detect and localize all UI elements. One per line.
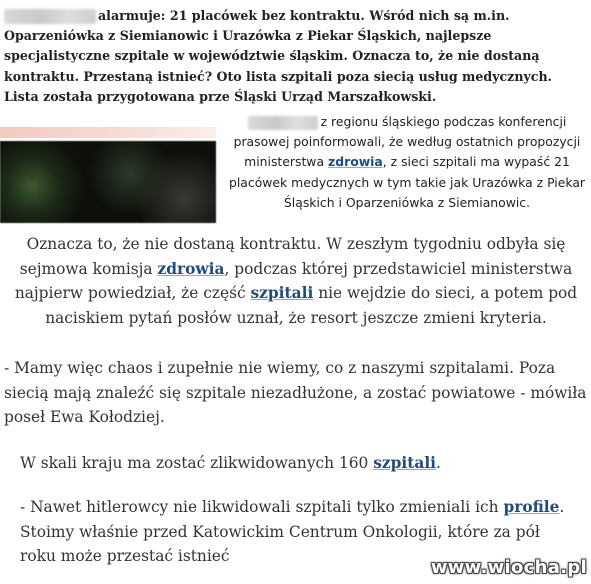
- paragraph-text: Oznacza to, że nie dostaną kontraktu. W zeszłym tygodniu odbyła się sejmowa komisja: [19, 235, 566, 278]
- watermark: www.wiocha.pl: [430, 557, 587, 578]
- link-szpitali[interactable]: szpitali: [250, 284, 314, 303]
- side-text-after: , z sieci szpitali ma wypaść 21 placówek medycznych w tym takie jak Urazówka z Piekar Śląskich i Oparzeniówka z Siemianowic.: [228, 154, 586, 210]
- redacted-text: [248, 116, 318, 130]
- redacted-text: [4, 9, 96, 24]
- paragraph-text: . Stoimy właśnie przed Katowickim Centrum Onkologii, które za pół roku może przestać istnieć: [20, 498, 565, 566]
- paragraph-text: , podczas której przedstawiciel ministerstwa najpierw powiedział, że część: [14, 259, 573, 303]
- paragraph-3: [20, 451, 580, 476]
- article-lead: [4, 6, 588, 107]
- photo-side-text: [226, 112, 588, 213]
- image-caption-strip: [0, 127, 216, 138]
- paragraph-text: .: [436, 454, 441, 472]
- paragraph-1: [4, 232, 588, 330]
- paragraph-text: W skali kraju ma zostać zlikwidowanych 160: [20, 454, 374, 472]
- paragraph-text: - Mamy więc chaos i zupełnie nie wiemy, co z naszymi szpitalami. Poza siecią mają znaleźć się szpitale niezadłużone, a zostać powiatowe - mówiła poseł Ewa Kołodziej.: [4, 359, 587, 427]
- paragraph-text: nie wejdzie do sieci, a potem pod naciskiem pytań posłów uznał, że resort jeszcze zmieni kryteria.: [45, 284, 578, 327]
- paragraph-2: [4, 356, 588, 430]
- lead-text: alarmuje: 21 placówek bez kontraktu. Wśród nich są m.in. Oparzeniówka z Siemianowic i Urazówka z Piekar Śląskich, najlepsze specjalistyczne szpitale w województwie śląskim. Oznacza to, że nie dostaną kontraktu. Przestaną istnieć? Oto lista szpitali poza siecią usług medycznych. Lista została przygotowana prze Śląski Urząd Marszałkowski.: [4, 8, 553, 104]
- paragraph-text: - Nawet hitlerowcy nie likwidowali szpitali tylko zmieniali ich: [20, 498, 504, 516]
- link-zdrowia[interactable]: zdrowia: [328, 154, 383, 170]
- article-photo: [0, 141, 216, 223]
- link-profile[interactable]: profile: [503, 498, 560, 516]
- link-szpitali[interactable]: szpitali: [373, 454, 437, 472]
- side-text-before: z regionu śląskiego podczas konferencji prasowej poinformowali, że według ostatnich propozycji ministerstwa: [233, 114, 581, 170]
- link-zdrowia[interactable]: zdrowia: [157, 259, 225, 278]
